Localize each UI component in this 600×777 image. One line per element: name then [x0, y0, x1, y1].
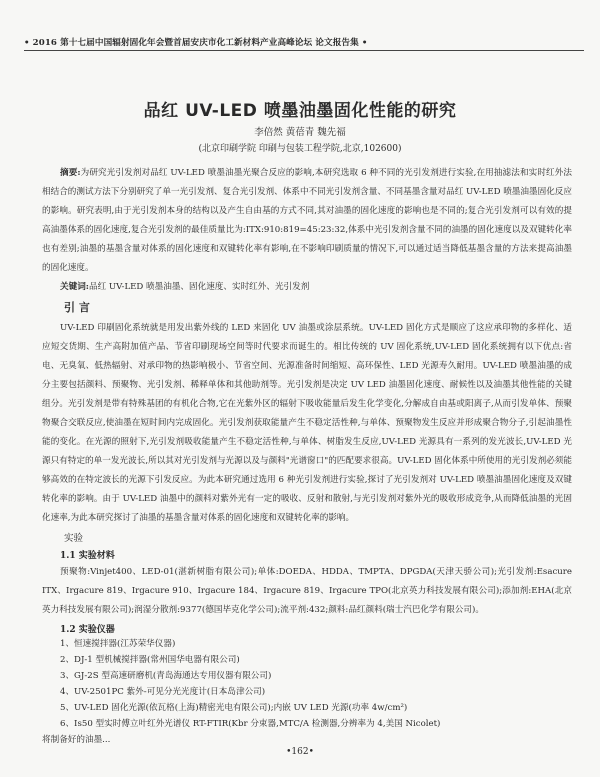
instruments-heading: 1.2 实验仪器: [60, 625, 115, 635]
page-number: •162•: [286, 747, 314, 757]
keywords-text: 品红 UV-LED 喷墨油墨、固化速度、实时红外、光引发剂: [88, 282, 310, 292]
materials-heading: 1.1 实验材料: [60, 551, 115, 561]
header-rule: [24, 50, 584, 51]
authors: 李倍然 黄蓓青 魏先福: [254, 127, 346, 138]
materials-text: 预聚物:Vinjet400、LED-01(湛新树脂有限公司);单体:DOEDA、HDDA、TMPTA、DPGDA(天津天骄公司);光引发剂:Esacure ITX、Irgacure 819、Irgacure 910、Irgacure 184、Irgacure 819、Irgacure TPO(北京英力科技发展有限公司);添加剂:EHA(北京英力科技发展有限公司);润湿分散剂:9377(德国毕克化学公司);流平剂:432;颜料:品红颜料(瑞士汽巴化学有限公司)。: [42, 567, 572, 615]
intro-text: UV-LED 印刷固化系统就是用发出紫外线的 LED 来固化 UV 油墨或涂层系统。UV-LED 固化方式是顺应了这应承印物的多样化、适应短交货期、生产高附加值产品、节省印刷现场空间等时代要求而诞生的。相比传统的 UV 固化系统,UV-LED 固化系统拥有以下优点:省电、无臭氧、低热辐射、对承印物的热影响极小、节省空间、光源准备时间缩短、高环保性、LED 光源寿久耐用。UV-LED 喷墨油墨的成分主要包括颜料、预聚物、光引发剂、稀释单体和其他助剂等。光引发剂是决定 UV LED 油墨固化速度、耐候性以及油墨其他性能的关键组分。光引发剂是带有特殊基团的有机化合物,它在光紫外区的辐射下吸收能量后发生化学变化,分解成自由基或阳离子,从而引发单体、预聚物聚合交联反应,使油墨在短时间内完成固化。光引发剂获取能量产生不稳定活性种,与单体、预聚物发生反应并形成聚合物分子,引起油墨性能的变化。在光源的照射下,光引发剂吸收能量产生不稳定活性种,与单体、树脂发生反应,UV-LED 光源具有一系列的发光波长,UV-LED 光源只有特定的单一发光波长,所以其对光引发剂与光源以及与颜料"光谱窗口"的匹配要求很高。UV-LED 固化体系中所使用的光引发剂必须能够高效的在特定波长的光源下引发反应。为此本研究通过选用 6 种光引发剂进行实验,探讨了光引发剂对 UV-LED 喷墨油墨固化速度及双键转化率的影响。由于 UV-LED 油墨中的颜料对紫外光有一定的吸收、反射和散射,与光引发剂对紫外光的吸收形成竞争,从而降低油墨的光固化速率,为此本研究探讨了油墨的基墨含量对体系的固化速度和双键转化率的影响。: [42, 323, 572, 523]
instrument-item: 6、Is50 型实时傅立叶红外光谱仪 RT-FTIR(Kbr 分束器,MTC/A 检测器,分辨率为 4,美国 Nicolet): [60, 719, 441, 729]
instrument-item: 2、DJ-1 型机械搅拌器(常州国华电器有限公司): [60, 655, 240, 665]
abstract: [42, 164, 572, 278]
paper-title: 品红 UV-LED 喷墨油墨固化性能的研究: [143, 101, 457, 121]
experiment-heading: 实验: [64, 533, 84, 544]
abstract-label: 摘要:: [60, 168, 81, 178]
abstract-text: 为研究光引发剂对品红 UV-LED 喷墨油墨光聚合反应的影响,本研究选取 6 种不同的光引发剂进行实验,在用抽滤法和实时红外法相结合的测试方法下分别研究了单一光引发剂、复合光引发剂、体系中不同光引发剂含量、不同基墨含量对品红 UV-LED 喷墨油墨固化反应的影响。研究表明,由于光引发剂本身的结构以及产生自由基的方式不同,其对油墨的固化速度的影响也是不同的;复合光引发剂可以有效的提高油墨体系的固化速度,复合光引发剂的最佳质量比为:ITX:910:819=45:23:32,体系中光引发剂含量不同的油墨的固化速度以及双键转化率也有差别;油墨的基墨含量对体系的固化速度和双键转化率有影响,在不影响印刷质量的情况下,可以通过适当降低基墨含量的方法来提高油墨的固化速度。: [42, 168, 572, 273]
instrument-item: 5、UV-LED 固化光源(依瓦格(上海)精密光电有限公司);内嵌 UV LED 光源(功率 4w/cm²): [60, 703, 408, 713]
running-header: • 2016 第十七届中国辐射固化年会暨首届安庆市化工新材料产业高峰论坛 论文报告集 •: [24, 38, 368, 48]
keywords-label: 关键词:: [60, 282, 89, 292]
keywords: [60, 278, 560, 297]
instrument-item: 3、GJ-2S 型高速研磨机(青岛海通达专用仪器有限公司): [60, 671, 272, 681]
instrument-item: 4、UV-2501PC 紫外-可见分光光度计(日本岛津公司): [60, 687, 266, 697]
intro-heading: 引 言: [64, 301, 90, 314]
trailing-text: 将制备好的油墨...: [42, 735, 111, 745]
instrument-item: 1、恒速搅拌器(江苏荣华仪器): [60, 639, 176, 649]
affiliation: (北京印刷学院 印刷与包装工程学院,北京,102600): [198, 144, 402, 154]
